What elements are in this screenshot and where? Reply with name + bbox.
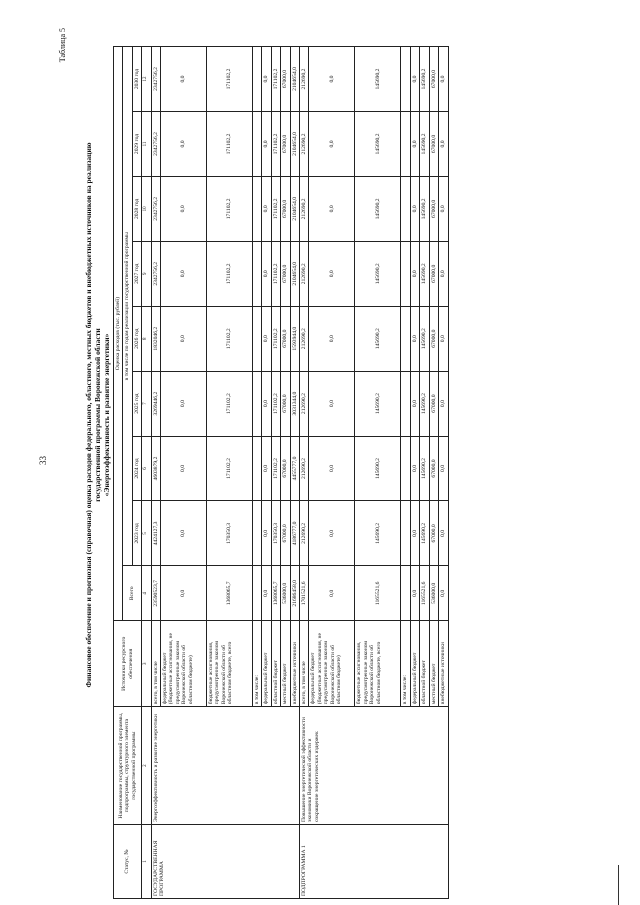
value-cell: 2342756,2 [151, 176, 160, 241]
column-number: 10 [142, 176, 151, 241]
value-cell: 0,0 [410, 112, 419, 177]
column-number: 7 [142, 371, 151, 436]
value-cell: 0,0 [410, 176, 419, 241]
value-cell: 4603879,2 [151, 436, 160, 501]
value-cell: 171102,2 [271, 47, 280, 112]
value-cell: 171102,2 [207, 436, 253, 501]
row-source: федеральный бюджет [262, 621, 271, 707]
value-cell [253, 371, 262, 436]
value-cell: 1593944,0 [290, 306, 299, 371]
value-cell: 0,0 [410, 371, 419, 436]
value-cell: 0,0 [439, 566, 448, 621]
value-cell: 67000,0 [281, 436, 290, 501]
row-name: Повышение энергетической эффективности экономики Воронежской области и сокращение энергетических издержек [300, 707, 448, 825]
value-cell: 67000,0 [429, 176, 438, 241]
value-cell: 4424127,3 [151, 501, 160, 566]
value-cell: 67000,0 [281, 306, 290, 371]
value-cell: 145690,2 [355, 112, 401, 177]
value-cell: 67000,0 [429, 306, 438, 371]
value-cell [401, 47, 410, 112]
row-source: в том числе: [401, 621, 410, 707]
value-cell [401, 112, 410, 177]
row-source: федеральный бюджет (бюджетные ассигнования, не предусмотренные законом Воронежской области об областном бюджете) [309, 621, 355, 707]
value-cell: 0,0 [161, 47, 207, 112]
value-cell: 0,0 [161, 371, 207, 436]
row-source: всего, в том числе [151, 621, 160, 707]
value-cell [401, 371, 410, 436]
value-cell: 0,0 [161, 112, 207, 177]
header-year: 2024 год [132, 436, 141, 501]
value-cell: 0,0 [309, 501, 355, 566]
header-year: 2028 год [132, 176, 141, 241]
row-source: местный бюджет [429, 621, 438, 707]
value-cell: 0,0 [410, 47, 419, 112]
value-cell: 1368065,7 [271, 566, 280, 621]
value-cell: 145690,2 [355, 241, 401, 306]
value-cell: 0,0 [309, 371, 355, 436]
value-cell: 0,0 [262, 306, 271, 371]
header-total: Всего [123, 566, 142, 621]
value-cell [401, 241, 410, 306]
value-cell: 4186777,0 [290, 501, 299, 566]
title-line: «Энергоэффективность и развитие энергетики» [102, 333, 111, 497]
value-cell: 212690,2 [300, 176, 309, 241]
value-cell [253, 306, 262, 371]
value-cell: 0,0 [309, 436, 355, 501]
value-cell: 67000,0 [429, 112, 438, 177]
row-source: всего, в том числе [300, 621, 309, 707]
value-cell: 67000,0 [429, 241, 438, 306]
value-cell: 171102,2 [207, 112, 253, 177]
header-year: 2029 год [132, 112, 141, 177]
value-cell: 145690,2 [355, 436, 401, 501]
value-cell: 145690,2 [420, 306, 429, 371]
value-cell: 171102,2 [271, 241, 280, 306]
row-source: областной бюджет [420, 621, 429, 707]
header-year: 2023 год [132, 501, 141, 566]
value-cell: 1701521,6 [300, 566, 309, 621]
value-cell: 0,0 [161, 436, 207, 501]
value-cell: 0,0 [262, 371, 271, 436]
value-cell: 212690,2 [300, 306, 309, 371]
value-cell: 0,0 [410, 566, 419, 621]
value-cell: 1832046,2 [151, 306, 160, 371]
value-cell: 145690,2 [420, 112, 429, 177]
value-cell: 67000,0 [281, 501, 290, 566]
value-cell: 0,0 [439, 436, 448, 501]
table-label: Таблица 5 [58, 28, 67, 63]
value-cell: 145690,2 [355, 176, 401, 241]
value-cell [253, 436, 262, 501]
value-cell: 4455777,0 [290, 436, 299, 501]
column-number: 2 [142, 707, 151, 825]
value-cell: 171102,2 [207, 371, 253, 436]
value-cell: 67000,0 [429, 47, 438, 112]
value-cell: 145690,2 [355, 501, 401, 566]
value-cell: 0,0 [262, 566, 271, 621]
value-cell: 3031344,0 [290, 371, 299, 436]
value-cell [401, 176, 410, 241]
value-cell: 171102,2 [207, 306, 253, 371]
value-cell: 171102,2 [271, 176, 280, 241]
value-cell: 2104654,0 [290, 112, 299, 177]
value-cell: 0,0 [161, 241, 207, 306]
row-source: областной бюджет [271, 621, 280, 707]
value-cell: 67000,0 [429, 436, 438, 501]
row-source: местный бюджет [281, 621, 290, 707]
value-cell: 0,0 [439, 241, 448, 306]
title-line: Финансовое обеспечение и прогнозная (справочная) оценка расходов федерального, областного, местных бюджетов и внебюджетных источников на реализацию [84, 142, 93, 688]
table-row [300, 47, 309, 899]
value-cell [253, 501, 262, 566]
value-cell: 0,0 [410, 241, 419, 306]
value-cell: 0,0 [309, 112, 355, 177]
value-cell: 0,0 [262, 176, 271, 241]
footnote-line [618, 865, 619, 905]
value-cell: 212690,2 [300, 436, 309, 501]
value-cell: 145690,2 [420, 47, 429, 112]
row-source: в том числе: [253, 621, 262, 707]
value-cell [401, 501, 410, 566]
value-cell: 0,0 [262, 436, 271, 501]
value-cell: 3269446,2 [151, 371, 160, 436]
row-source: федеральный бюджет (бюджетные ассигнования, не предусмотренные законом Воронежской области об областном бюджете) [161, 621, 207, 707]
value-cell: 67000,0 [281, 47, 290, 112]
header-year: 2025 год [132, 371, 141, 436]
document-title [84, 35, 111, 795]
header-group: Оценка расходов (тыс. рублей) [114, 47, 123, 621]
value-cell: 0,0 [410, 306, 419, 371]
value-cell: 0,0 [439, 501, 448, 566]
value-cell: 171102,2 [271, 306, 280, 371]
value-cell: 145690,2 [420, 241, 429, 306]
value-cell: 67000,0 [281, 112, 290, 177]
value-cell: 0,0 [439, 47, 448, 112]
value-cell: 171102,2 [271, 112, 280, 177]
value-cell: 0,0 [309, 47, 355, 112]
value-cell: 67000,0 [281, 371, 290, 436]
value-cell: 0,0 [410, 436, 419, 501]
value-cell: 0,0 [161, 566, 207, 621]
value-cell: 170350,3 [271, 501, 280, 566]
value-cell: 0,0 [439, 176, 448, 241]
row-source: внебюджетные источники [290, 621, 299, 707]
value-cell: 0,0 [309, 566, 355, 621]
header-year: 2030 год [132, 47, 141, 112]
finance-table [113, 46, 449, 899]
value-cell: 145690,2 [420, 176, 429, 241]
value-cell: 536000,0 [429, 566, 438, 621]
value-cell: 0,0 [262, 241, 271, 306]
value-cell [253, 112, 262, 177]
value-cell: 67000,0 [429, 501, 438, 566]
value-cell: 67000,0 [281, 176, 290, 241]
value-cell [253, 241, 262, 306]
value-cell [401, 566, 410, 621]
row-source: федеральный бюджет [410, 621, 419, 707]
value-cell: 145690,2 [355, 306, 401, 371]
header-status: Статус, № [114, 825, 142, 899]
header-subgroup: в том числе по годам реализации государственной программы [123, 47, 132, 566]
value-cell: 0,0 [262, 47, 271, 112]
value-cell: 2104654,0 [290, 176, 299, 241]
value-cell: 2342756,2 [151, 112, 160, 177]
header-name: Наименование государственной программы, подпрограммы, структурного элемента государственной программы [114, 707, 142, 825]
value-cell: 212690,2 [300, 371, 309, 436]
value-cell: 67000,0 [281, 241, 290, 306]
value-cell: 171102,2 [271, 371, 280, 436]
value-cell [401, 436, 410, 501]
header-source: Источники ресурсного обеспечения [114, 621, 142, 707]
value-cell: 21686458,0 [290, 566, 299, 621]
value-cell: 1165521,6 [355, 566, 401, 621]
column-number: 4 [142, 566, 151, 621]
value-cell: 0,0 [439, 112, 448, 177]
column-number: 11 [142, 112, 151, 177]
column-number: 5 [142, 501, 151, 566]
column-number: 3 [142, 621, 151, 707]
value-cell: 0,0 [161, 306, 207, 371]
row-source: внебюджетные источники [439, 621, 448, 707]
value-cell: 171102,2 [207, 47, 253, 112]
value-cell: 0,0 [410, 501, 419, 566]
value-cell: 170350,3 [207, 501, 253, 566]
value-cell: 145690,2 [355, 371, 401, 436]
value-cell: 0,0 [262, 112, 271, 177]
row-source: бюджетные ассигнования, предусмотренные законом Воронежской области об областном бюджете, всего [355, 621, 401, 707]
value-cell [253, 47, 262, 112]
table-row [151, 47, 160, 899]
column-number: 6 [142, 436, 151, 501]
value-cell: 1368065,7 [207, 566, 253, 621]
value-cell: 2342756,2 [151, 47, 160, 112]
value-cell: 2104654,0 [290, 47, 299, 112]
value-cell: 1165521,6 [420, 566, 429, 621]
value-cell [253, 566, 262, 621]
page-number: 33 [38, 456, 48, 465]
value-cell: 2342756,2 [151, 241, 160, 306]
value-cell: 171102,2 [207, 176, 253, 241]
value-cell: 0,0 [309, 306, 355, 371]
value-cell: 171102,2 [207, 241, 253, 306]
value-cell [401, 306, 410, 371]
header-year: 2026 год [132, 306, 141, 371]
title-line: государственной программы Воронежской области [93, 328, 102, 502]
value-cell: 171102,2 [271, 436, 280, 501]
value-cell: 145690,2 [420, 501, 429, 566]
value-cell: 23590523,7 [151, 566, 160, 621]
row-status: ПОДПРОГРАММА 1 [300, 825, 448, 899]
column-number: 12 [142, 47, 151, 112]
value-cell: 212690,2 [300, 112, 309, 177]
value-cell: 145690,2 [355, 47, 401, 112]
column-number: 8 [142, 306, 151, 371]
value-cell: 212690,2 [300, 241, 309, 306]
value-cell: 0,0 [309, 176, 355, 241]
column-number: 1 [142, 825, 151, 899]
value-cell [253, 176, 262, 241]
value-cell: 145690,2 [420, 436, 429, 501]
value-cell: 536000,0 [281, 566, 290, 621]
value-cell: 0,0 [161, 176, 207, 241]
value-cell: 0,0 [439, 371, 448, 436]
row-name: Энергоэффективность и развитие энергетики [151, 707, 299, 825]
value-cell: 0,0 [161, 501, 207, 566]
value-cell: 2104654,0 [290, 241, 299, 306]
value-cell: 145690,2 [420, 371, 429, 436]
row-source: бюджетные ассигнования, предусмотренные законом Воронежской области об областном бюджете, всего [207, 621, 253, 707]
value-cell: 212690,2 [300, 501, 309, 566]
row-status: ГОСУДАРСТВЕННАЯ ПРОГРАММА [151, 825, 299, 899]
column-number: 9 [142, 241, 151, 306]
value-cell: 0,0 [439, 306, 448, 371]
value-cell: 212690,2 [300, 47, 309, 112]
value-cell: 67000,0 [429, 371, 438, 436]
header-year: 2027 год [132, 241, 141, 306]
value-cell: 0,0 [262, 501, 271, 566]
value-cell: 0,0 [309, 241, 355, 306]
